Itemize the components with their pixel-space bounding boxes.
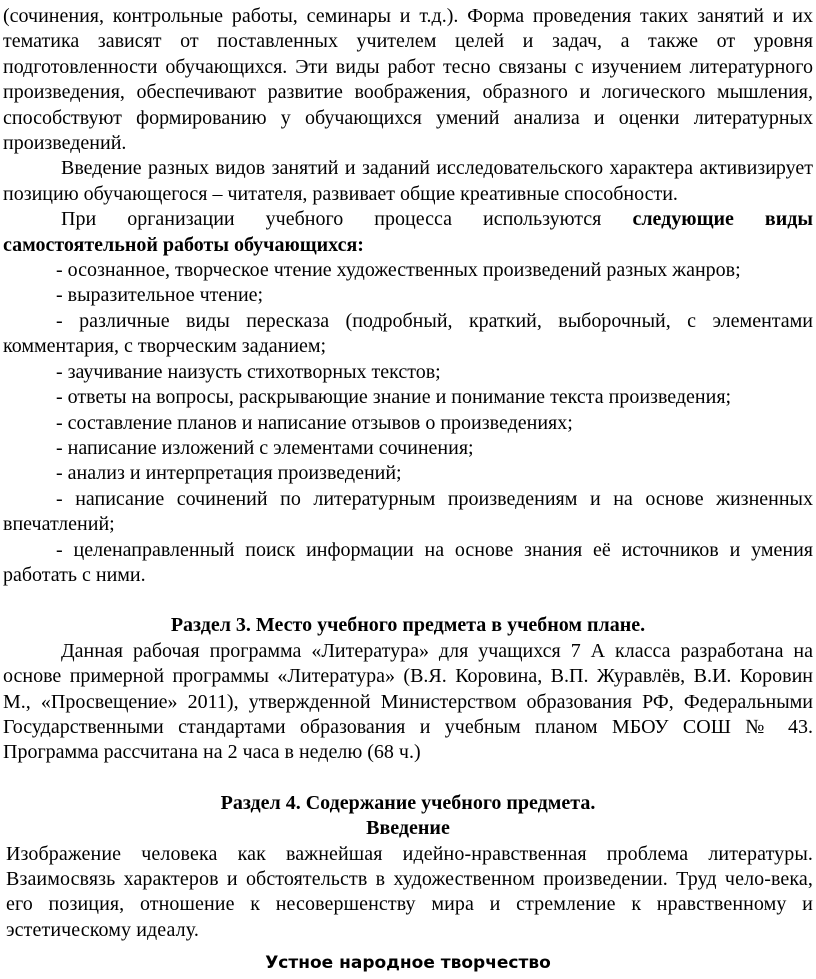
work-types-list <box>0 258 816 588</box>
list-item: - осознанное, творческое чтение художественных произведений разных жанров; <box>56 259 741 282</box>
paragraph-continuation: (сочинения, контрольные работы, семинары и т.д.). Форма проведения таких занятий и их тематика зависят от поставленных учителем целей и задач, а также от уровня подготовленности обучающихся. Эти виды работ тесно связаны с изучением литературного произведения, обеспечивают развитие воображения, образного и логического мышления, способствуют формированию у обучающихся умений анализа и оценки литературных произведений. <box>3 5 813 155</box>
section-3-text: Данная рабочая программа «Литература» для учащихся 7 А класса разработана на основе примерной программы «Литература» (В.Я. Коровина, В.П. Журавлёв, В.И. Коровин М., «Просвещение» 2011), утвержденной Министерством образования РФ, Федеральными Государственными стандартами образования и учебным планом МБОУ СОШ № 43. Программа рассчитана на 2 часа в неделю (68 ч.) <box>3 639 813 764</box>
paragraph-research: Введение разных видов занятий и заданий исследовательского характера активизирует позицию обучающегося – читателя, развивает общие креативные способности. <box>3 157 813 205</box>
list-item: - написание изложений с элементами сочинения; <box>56 436 474 459</box>
section-4-title: Раздел 4. Содержание учебного предмета. <box>220 791 596 814</box>
list-item: - выразительное чтение; <box>56 284 264 307</box>
paragraph-organization <box>0 207 816 258</box>
section-4-intro-text: Изображение человека как важнейшая идейно-нравственная проблема литературы. Взаимосвязь характеров и обстоятельств в художественном произведении. Труд чело-века, его позиция, отношение к несовершенству мира и стремление к нравственному и эстетическому идеалу. <box>6 842 813 941</box>
spacer <box>0 766 816 791</box>
section-4-subtitle: Введение <box>366 817 450 840</box>
list-item: - ответы на вопросы, раскрывающие знание и понимание текста произведения; <box>56 386 732 409</box>
list-item: - написание сочинений по литературным произведениям и на основе жизненных впечатлений; <box>3 487 813 536</box>
list-item: - составление планов и написание отзывов о произведениях; <box>56 411 573 434</box>
list-item: - различные виды пересказа (подробный, краткий, выборочный, с элементами комментария, с творческим заданием; <box>3 309 813 358</box>
folk-art-heading: Устное народное творчество <box>265 953 551 974</box>
paragraph-organization-bold: следующие виды самостоятельной работы обучающихся: <box>3 208 813 256</box>
section-3-title: Раздел 3. Место учебного предмета в учебном плане. <box>170 614 646 637</box>
list-item: - целенаправленный поиск информации на основе знания её источников и умения работать с ними. <box>3 538 813 586</box>
spacer <box>0 588 816 613</box>
list-item: - анализ и интерпретация произведений; <box>56 462 402 485</box>
list-item: - заучивание наизусть стихотворных текстов; <box>56 360 441 383</box>
paragraph-organization-text: При организации учебного процесса используются <box>61 208 633 231</box>
